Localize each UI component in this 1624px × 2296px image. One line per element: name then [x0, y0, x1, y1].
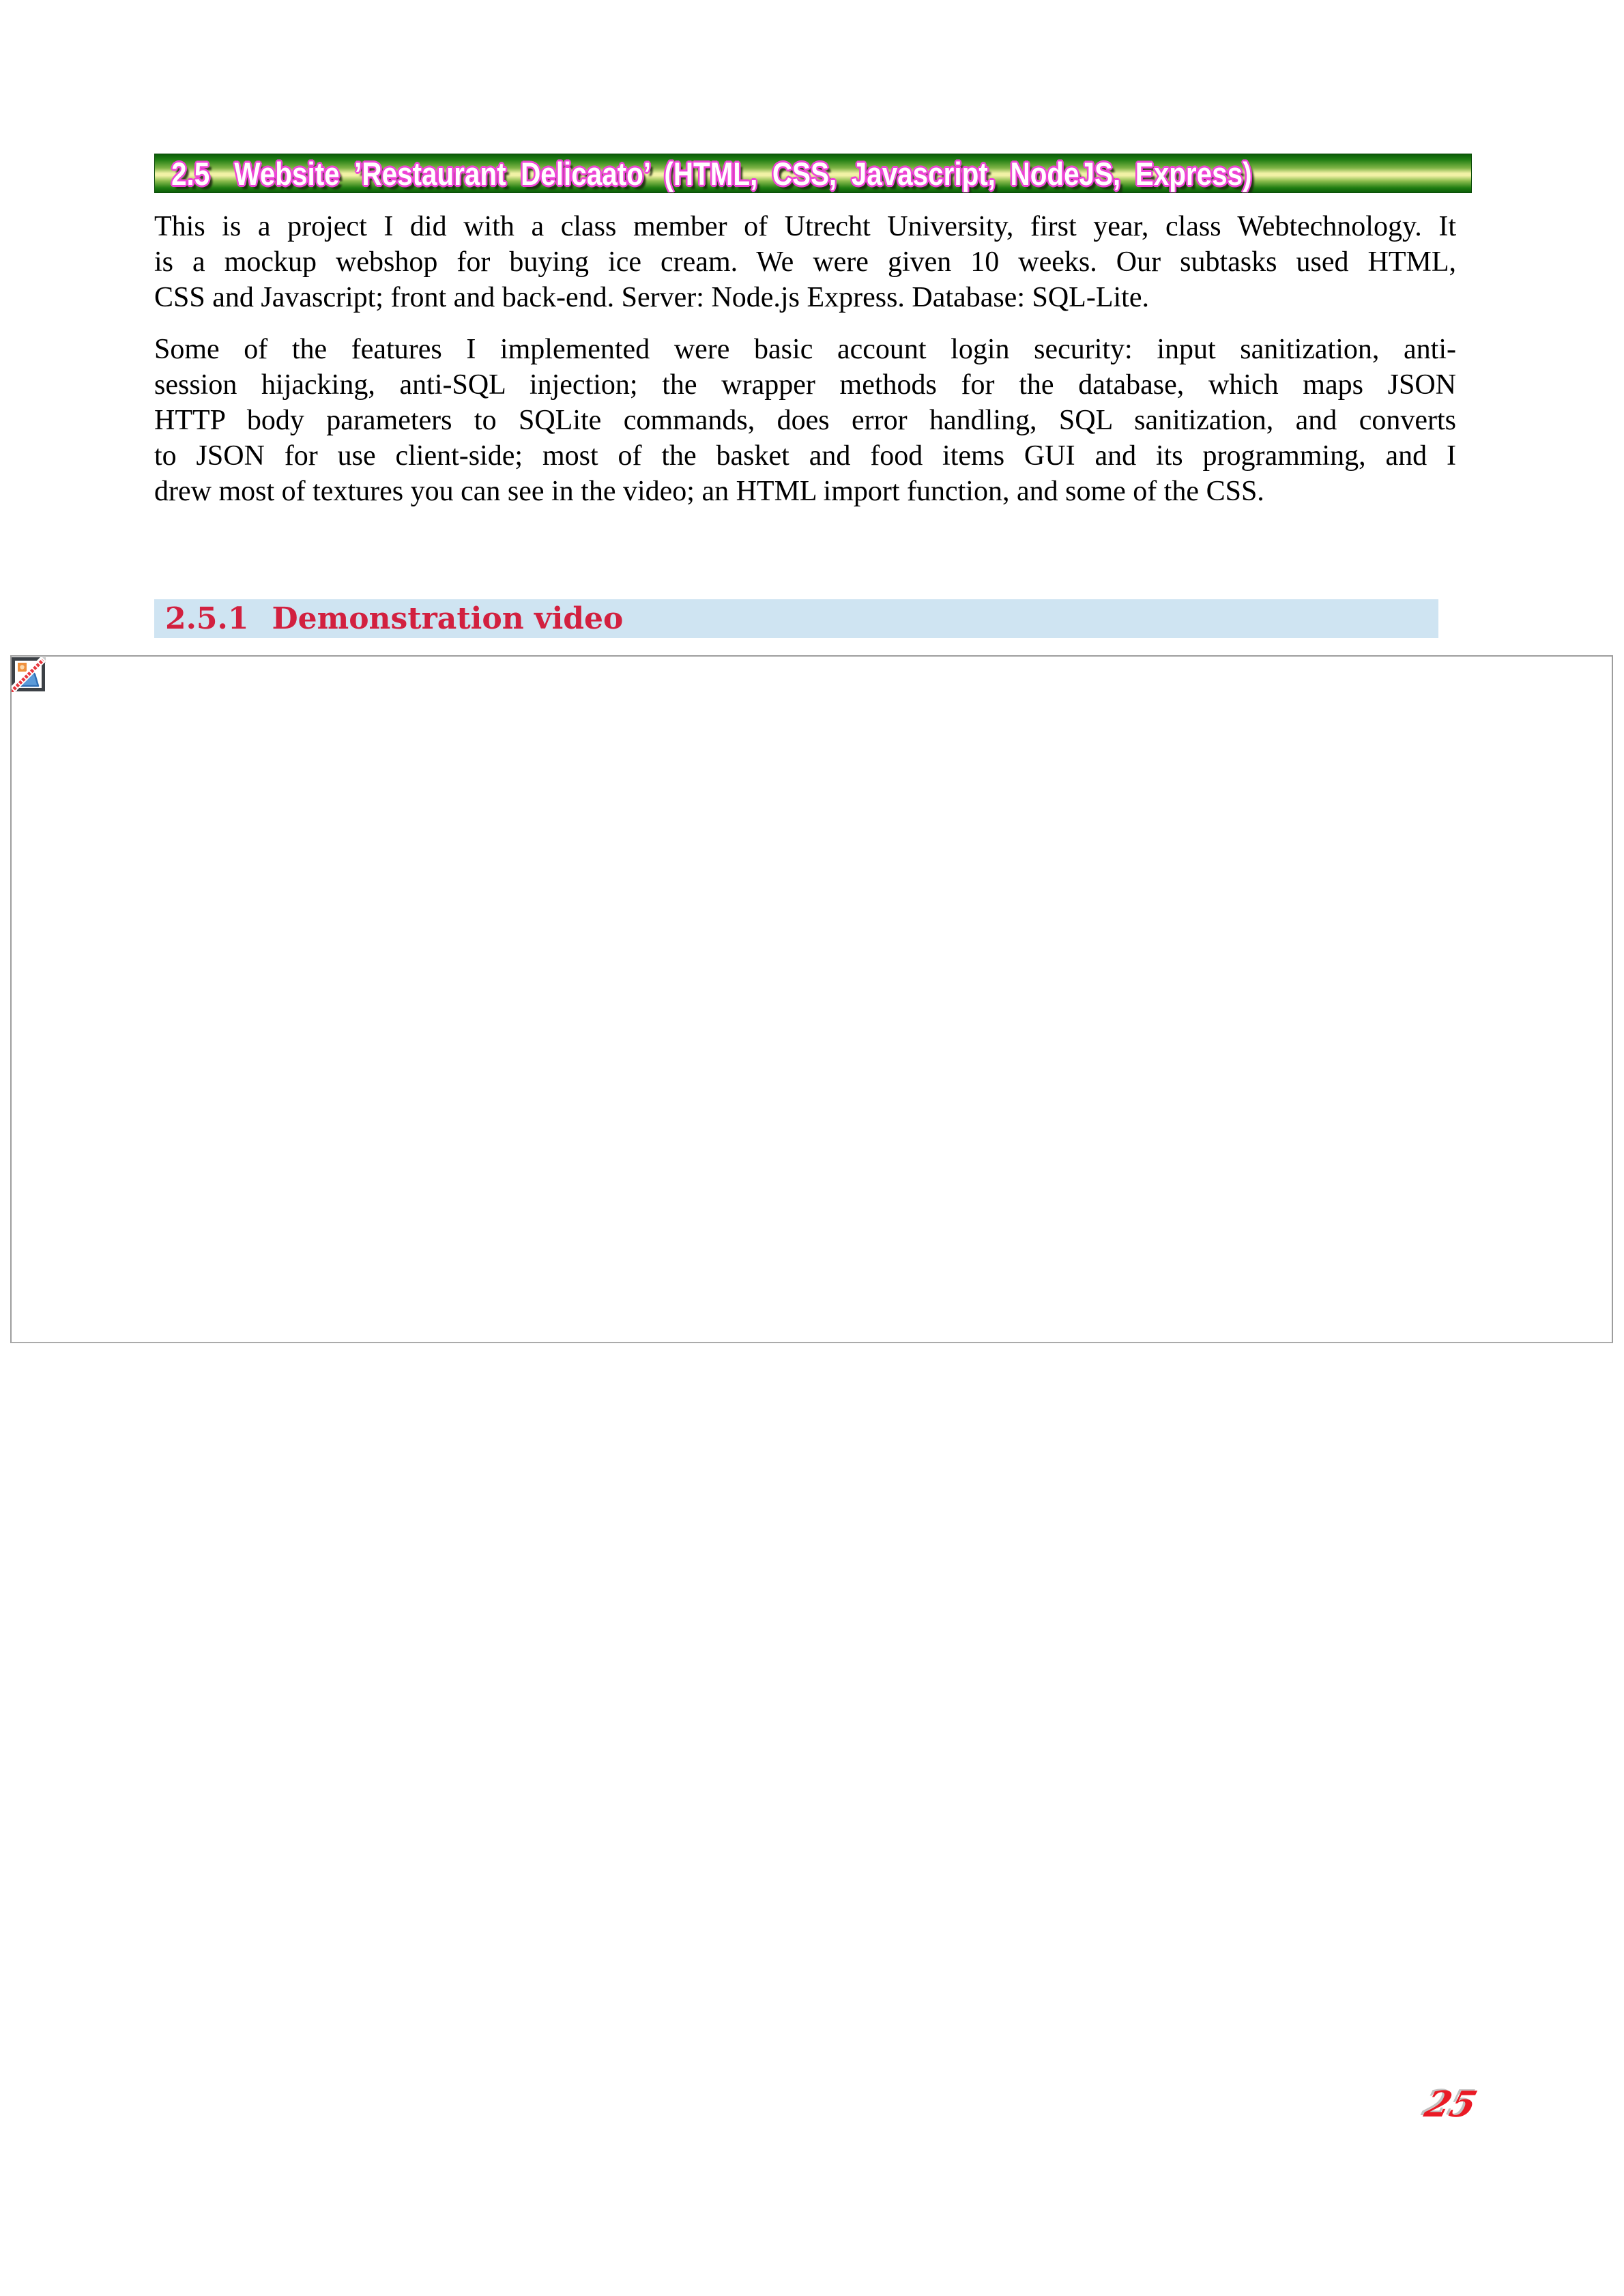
- page-number: 25: [1420, 2084, 1482, 2125]
- text-line: Some of the features I implemented were basic account login security: input sanitization, anti-: [154, 334, 1456, 365]
- text-line: HTTP body parameters to SQLite commands, does error handling, SQL sanitization, and converts: [154, 405, 1456, 436]
- video-placeholder[interactable]: [10, 655, 1613, 1343]
- subsection-title: Demonstration video: [272, 601, 624, 636]
- intro-paragraph: [154, 209, 1456, 315]
- text-line: is a mockup webshop for buying ice cream. We were given 10 weeks. Our subtasks used HTML,: [154, 246, 1456, 278]
- text-line: session hijacking, anti-SQL injection; the wrapper methods for the database, which maps JSON: [154, 369, 1456, 401]
- text-line: to JSON for use client-side; most of the basket and food items GUI and its programming, and I: [154, 440, 1456, 472]
- subsection-heading: [154, 599, 1438, 638]
- subsection-number: 2.5.1: [165, 601, 249, 636]
- section-heading-text: [155, 155, 1252, 192]
- features-paragraph: [154, 332, 1456, 509]
- text-line: CSS and Javascript; front and back-end. Server: Node.js Express. Database: SQL-Lite.: [154, 282, 1149, 313]
- broken-image-icon: [12, 657, 46, 692]
- text-line: drew most of textures you can see in the video; an HTML import function, and some of the CSS.: [154, 476, 1264, 507]
- section-heading-banner: [154, 154, 1472, 193]
- section-number: 2.5: [171, 155, 210, 192]
- section-title: Website ’Restaurant Delicaato’ (HTML, CSS, Javascript, NodeJS, Express): [234, 155, 1252, 192]
- text-line: This is a project I did with a class member of Utrecht University, first year, class Webtechnology. It: [154, 211, 1456, 242]
